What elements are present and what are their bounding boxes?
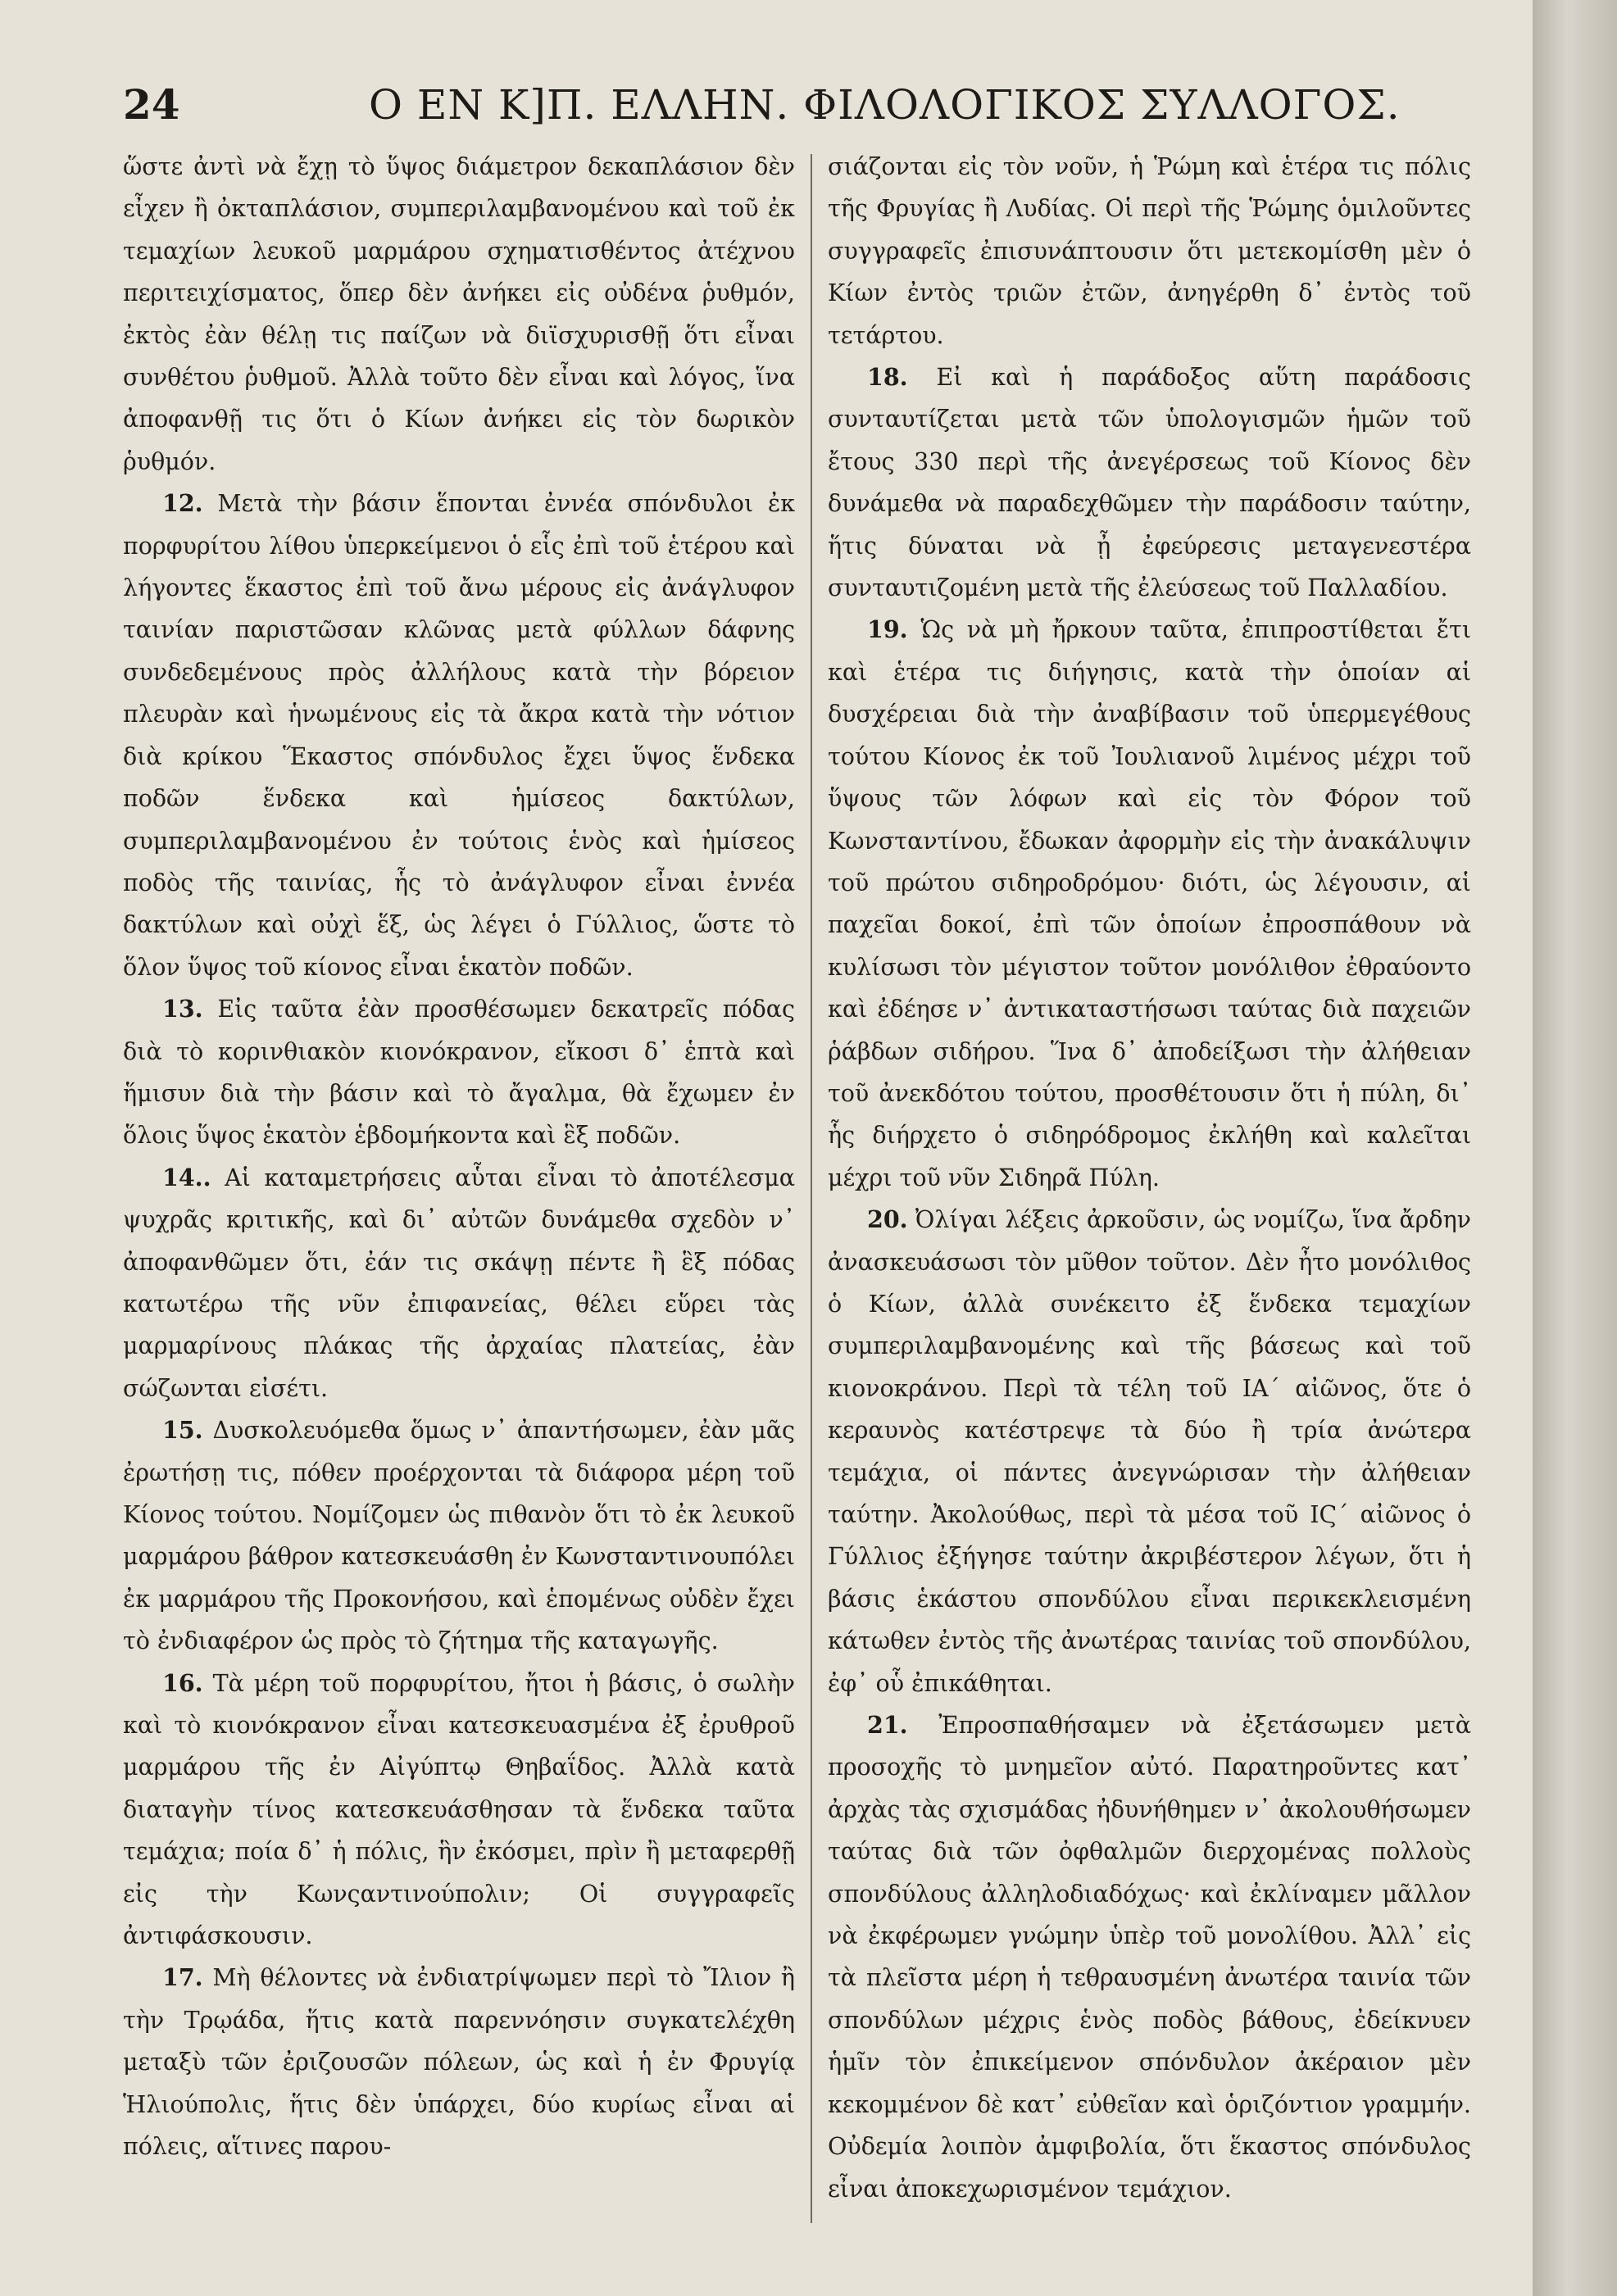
paragraph	[123, 988, 795, 1157]
paragraph-number: 20.	[867, 1205, 908, 1234]
page-number: 24	[123, 80, 180, 129]
paragraph	[123, 1157, 795, 1409]
paragraph-text: Εἰ καὶ ἡ παράδοξος αὕτη παράδοσις συνταυτίζεται μετὰ τῶν ὑπολογισμῶν ἡμῶν τοῦ ἔτους 330 περὶ τῆς ἀνεγέρσεως τοῦ Κίονος δὲν δυνάμεθα νὰ παραδεχθῶμεν τὴν παράδοσιν ταύτην, ἥτις δύναται νὰ ᾖ ἐφεύρεσις μεταγενεστέρα συνταυτιζομένη μετὰ τῆς ἐλεύσεως τοῦ Παλλαδίου.	[828, 364, 1472, 602]
paragraph	[828, 609, 1471, 1199]
paragraph	[828, 146, 1471, 356]
paragraph	[123, 483, 795, 988]
paragraph	[828, 356, 1471, 609]
paragraph-number: 16.	[162, 1668, 203, 1697]
right-column	[828, 146, 1471, 2210]
paragraph	[123, 1409, 795, 1662]
page-header	[123, 72, 1401, 138]
paragraph-text: σιάζονται εἰς τὸν νοῦν, ἡ Ῥώμη καὶ ἑτέρα τις πόλις τῆς Φρυγίας ἢ Λυδίας. Οἱ περὶ τῆς Ῥώμης ὁμιλοῦντες συγγραφεῖς ἐπισυνάπτουσιν ὅτι μετεκομίσθη μὲν ὁ Κίων ἐντὸς τριῶν ἐτῶν, ἀνηγέρθη δ᾽ ἐντὸς τοῦ τετάρτου.	[828, 153, 1471, 349]
paragraph	[123, 146, 795, 483]
paragraph-number: 21.	[867, 1711, 908, 1740]
paragraph-text: Αἱ καταμετρήσεις αὗται εἶναι τὸ ἀποτέλεσμα ψυχρᾶς κριτικῆς, καὶ δι᾽ αὐτῶν δυνάμεθα σχεδὸν ν᾽ ἀποφανθῶμεν ὅτι, ἐάν τις σκάψῃ πέντε ἢ ἓξ πόδας κατωτέρω τῆς νῦν ἐπιφανείας, θέλει εὕρει τὰς μαρμαρίνους πλάκας τῆς ἀρχαίας πλατείας, ἐὰν σώζωνται εἰσέτι.	[123, 1164, 796, 1402]
paragraph	[828, 1199, 1471, 1704]
paragraph-number: 12.	[162, 489, 203, 518]
paragraph-number: 19.	[867, 615, 908, 644]
column-divider	[811, 154, 812, 2223]
paragraph-number: 18.	[867, 363, 908, 392]
paragraph-text: Ὀλίγαι λέξεις ἀρκοῦσιν, ὡς νομίζω, ἵνα ἄρδην ἀνασκευάσωσι τὸν μῦθον τοῦτον. Δὲν ἦτο μονόλιθος ὁ Κίων, ἀλλὰ συνέκειτο ἐξ ἕνδεκα τεμαχίων συμπεριλαμβανομένης καὶ τῆς βάσεως καὶ τοῦ κιονοκράνου. Περὶ τὰ τέλη τοῦ ΙΑ΄ αἰῶνος, ὅτε ὁ κεραυνὸς κατέστρεψε τὰ δύο ἢ τρία ἀνώτερα τεμάχια, οἱ πάντες ἀνεγνώρισαν τὴν ἀλήθειαν ταύτην. Ἀκολούθως, περὶ τὰ μέσα τοῦ ΙϚ΄ αἰῶνος ὁ Γύλλιος ἐξήγησε ταύτην ἀκριβέστερον λέγων, ὅτι ἡ βάσις ἑκάστου σπονδύλου εἶναι περικεκλεισμένη κάτωθεν ἐντὸς τῆς ἀνωτέρας ταινίας τοῦ σπονδύλου, ἐφ᾽ οὗ ἐπικάθηται.	[828, 1206, 1471, 1697]
paragraph-text: ὥστε ἀντὶ νὰ ἔχῃ τὸ ὕψος διάμετρον δεκαπλάσιον δὲν εἶχεν ἢ ὀκταπλάσιον, συμπεριλαμβανομένου καὶ τοῦ ἐκ τεμαχίων λευκοῦ μαρμάρου σχηματισθέντος ἀτέχνου περιτειχίσματος, ὅπερ δὲν ἀνήκει εἰς οὐδένα ῥυθμόν, ἐκτὸς ἐὰν θέλῃ τις παίζων νὰ διϊσχυρισθῇ ὅτι εἶναι συνθέτου ῥυθμοῦ. Ἀλλὰ τοῦτο δὲν εἶναι καὶ λόγος, ἵνα ἀποφανθῇ τις ὅτι ὁ Κίων ἀνήκει εἰς τὸν δωρικὸν ῥυθμόν.	[123, 153, 795, 475]
paragraph-text: Ἐπροσπαθήσαμεν νὰ ἐξετάσωμεν μετὰ προσοχῆς τὸ μνημεῖον αὐτό. Παρατηροῦντες κατ᾽ ἀρχὰς τὰς σχισμάδας ἠδυνήθημεν ν᾽ ἀκολουθήσωμεν ταύτας διὰ τῶν ὀφθαλμῶν διερχομένας πολλοὺς σπονδύλους ἀλληλοδιαδόχως· καὶ ἐκλίναμεν μᾶλλον νὰ ἐκφέρωμεν γνώμην ὑπὲρ τοῦ μονολίθου. Ἀλλ᾽ εἰς τὰ πλεῖστα μέρη ἡ τεθραυσμένη ἀνωτέρα ταινία τῶν σπονδύλων μέχρις ἑνὸς ποδὸς βάθους, ἐδείκνυεν ἡμῖν τὸν ἐπικείμενον σπόνδυλον ἀκέραιον μὲν κεκομμένον δὲ κατ᾽ εὐθεῖαν καὶ ὁριζόντιον γραμμήν. Οὐδεμία λοιπὸν ἀμφιβολία, ὅτι ἕκαστος σπόνδυλος εἶναι ἀποκεχωρισμένον τεμάχιον.	[828, 1712, 1472, 2203]
paragraph-number: 13.	[162, 995, 203, 1023]
paragraph	[123, 1957, 795, 2167]
running-title: Ο ΕΝ Κ]Π. ΕΛΛΗΝ. ΦΙΛΟΛΟΓΙΚΟΣ ΣΥΛΛΟΓΟΣ.	[369, 81, 1401, 129]
book-spine-shadow	[1533, 0, 1617, 2296]
paragraph-text: Τὰ μέρη τοῦ πορφυρίτου, ἤτοι ἡ βάσις, ὁ σωλὴν καὶ τὸ κιονόκρανον εἶναι κατεσκευασμένα ἐξ ἐρυθροῦ μαρμάρου τῆς ἐν Αἰγύπτῳ Θηβαΐδος. Ἀλλὰ κατὰ διαταγὴν τίνος κατεσκευάσθησαν τὰ ἕνδεκα ταῦτα τεμάχια; ποία δ᾽ ἡ πόλις, ἣν ἐκόσμει, πρὶν ἢ μεταφερθῇ εἰς τὴν Κωνςαντινούπολιν; Οἱ συγγραφεῖς ἀντιφάσκουσιν.	[123, 1669, 795, 1950]
paragraph-text: Μὴ θέλοντες νὰ ἐνδιατρίψωμεν περὶ τὸ Ἴλιον ἢ τὴν Τρῳάδα, ἥτις κατὰ παρεννόησιν συγκατελέχθη μεταξὺ τῶν ἐριζουσῶν πόλεων, ὡς καὶ ἡ ἐν Φρυγίᾳ Ἡλιούπολις, ἥτις δὲν ὑπάρχει, δύο κυρίως εἶναι αἱ πόλεις, αἵτινες παρου-	[123, 1964, 796, 2161]
paragraph-text: Μετὰ τὴν βάσιν ἕπονται ἐννέα σπόνδυλοι ἐκ πορφυρίτου λίθου ὑπερκείμενοι ὁ εἷς ἐπὶ τοῦ ἑτέρου καὶ λήγοντες ἕκαστος ἐπὶ τοῦ ἄνω μέρους εἰς ἀνάγλυφον ταινίαν παριστῶσαν κλῶνας μετὰ φύλλων δάφνης συνδεδεμένους πρὸς ἀλλήλους κατὰ τὴν βόρειον πλευρὰν καὶ ἡνωμένους εἰς τὰ ἄκρα κατὰ τὴν νότιον διὰ κρίκου Ἕκαστος σπόνδυλος ἔχει ὕψος ἕνδεκα ποδῶν ἕνδεκα καὶ ἡμίσεος δακτύλων, συμπεριλαμβανομένου ἐν τούτοις ἑνὸς καὶ ἡμίσεος ποδὸς τῆς ταινίας, ἧς τὸ ἀνάγλυφον εἶναι ἐννέα δακτύλων καὶ οὐχὶ ἕξ, ὡς λέγει ὁ Γύλλιος, ὥστε τὸ ὅλον ὕψος τοῦ κίονος εἶναι ἑκατὸν ποδῶν.	[123, 490, 796, 981]
paragraph-text: Εἰς ταῦτα ἐὰν προσθέσωμεν δεκατρεῖς πόδας διὰ τὸ κορινθιακὸν κιονόκρανον, εἴκοσι δ᾽ ἑπτὰ καὶ ἥμισυν διὰ τὴν βάσιν καὶ τὸ ἄγαλμα, θὰ ἔχωμεν ἐν ὅλοις ὕψος ἑκατὸν ἑβδομήκοντα καὶ ἓξ ποδῶν.	[123, 996, 795, 1150]
paragraph	[123, 1663, 795, 1958]
paragraph-text: Δυσκολευόμεθα ὅμως ν᾽ ἀπαντήσωμεν, ἐὰν μᾶς ἐρωτήσῃ τις, πόθεν προέρχονται τὰ διάφορα μέρη τοῦ Κίονος τούτου. Νομίζομεν ὡς πιθανὸν ὅτι τὸ ἐκ λευκοῦ μαρμάρου βάθρον κατεσκευάσθη ἐν Κωνσταντινουπόλει ἐκ μαρμάρου τῆς Προκονήσου, καὶ ἑπομένως οὐδὲν ἔχει τὸ ἐνδιαφέρον ὡς πρὸς τὸ ζήτημα τῆς καταγωγῆς.	[123, 1417, 795, 1655]
paragraph-number: 17.	[162, 1963, 203, 1992]
paragraph-number: 15.	[162, 1416, 203, 1445]
paragraph-text: Ὡς νὰ μὴ ἤρκουν ταῦτα, ἐπιπροστίθεται ἔτι καὶ ἑτέρα τις διήγησις, κατὰ τὴν ὁποίαν αἱ δυσχέρειαι διὰ τὴν ἀναβίβασιν τοῦ ὑπερμεγέθους τούτου Κίονος ἐκ τοῦ Ἰουλιανοῦ λιμένος μέχρι τοῦ ὕψους τῶν λόφων καὶ εἰς τὸν Φόρον τοῦ Κωνσταντίνου, ἔδωκαν ἀφορμὴν εἰς τὴν ἀνακάλυψιν τοῦ πρώτου σιδηροδρόμου· διότι, ὡς λέγουσιν, αἱ παχεῖαι δοκοί, ἐπὶ τῶν ὁποίων ἐπροσπάθουν νὰ κυλίσωσι τὸν μέγιστον τοῦτον μονόλιθον ἐθραύοντο καὶ ἐδέησε ν᾽ ἀντικαταστήσωσι ταύτας διὰ παχειῶν ῥάβδων σιδήρου. Ἵνα δ᾽ ἀποδείξωσι τὴν ἀλήθειαν τοῦ ἀνεκδότου τούτου, προσθέτουσιν ὅτι ἡ πύλη, δι᾽ ἧς διήρχετο ὁ σιδηρόδρομος ἐκλήθη καὶ καλεῖται μέχρι τοῦ νῦν Σιδηρᾶ Πύλη.	[828, 616, 1471, 1191]
left-column	[123, 146, 795, 2168]
paragraph-number: 14..	[162, 1163, 211, 1191]
paragraph	[828, 1704, 1471, 2210]
